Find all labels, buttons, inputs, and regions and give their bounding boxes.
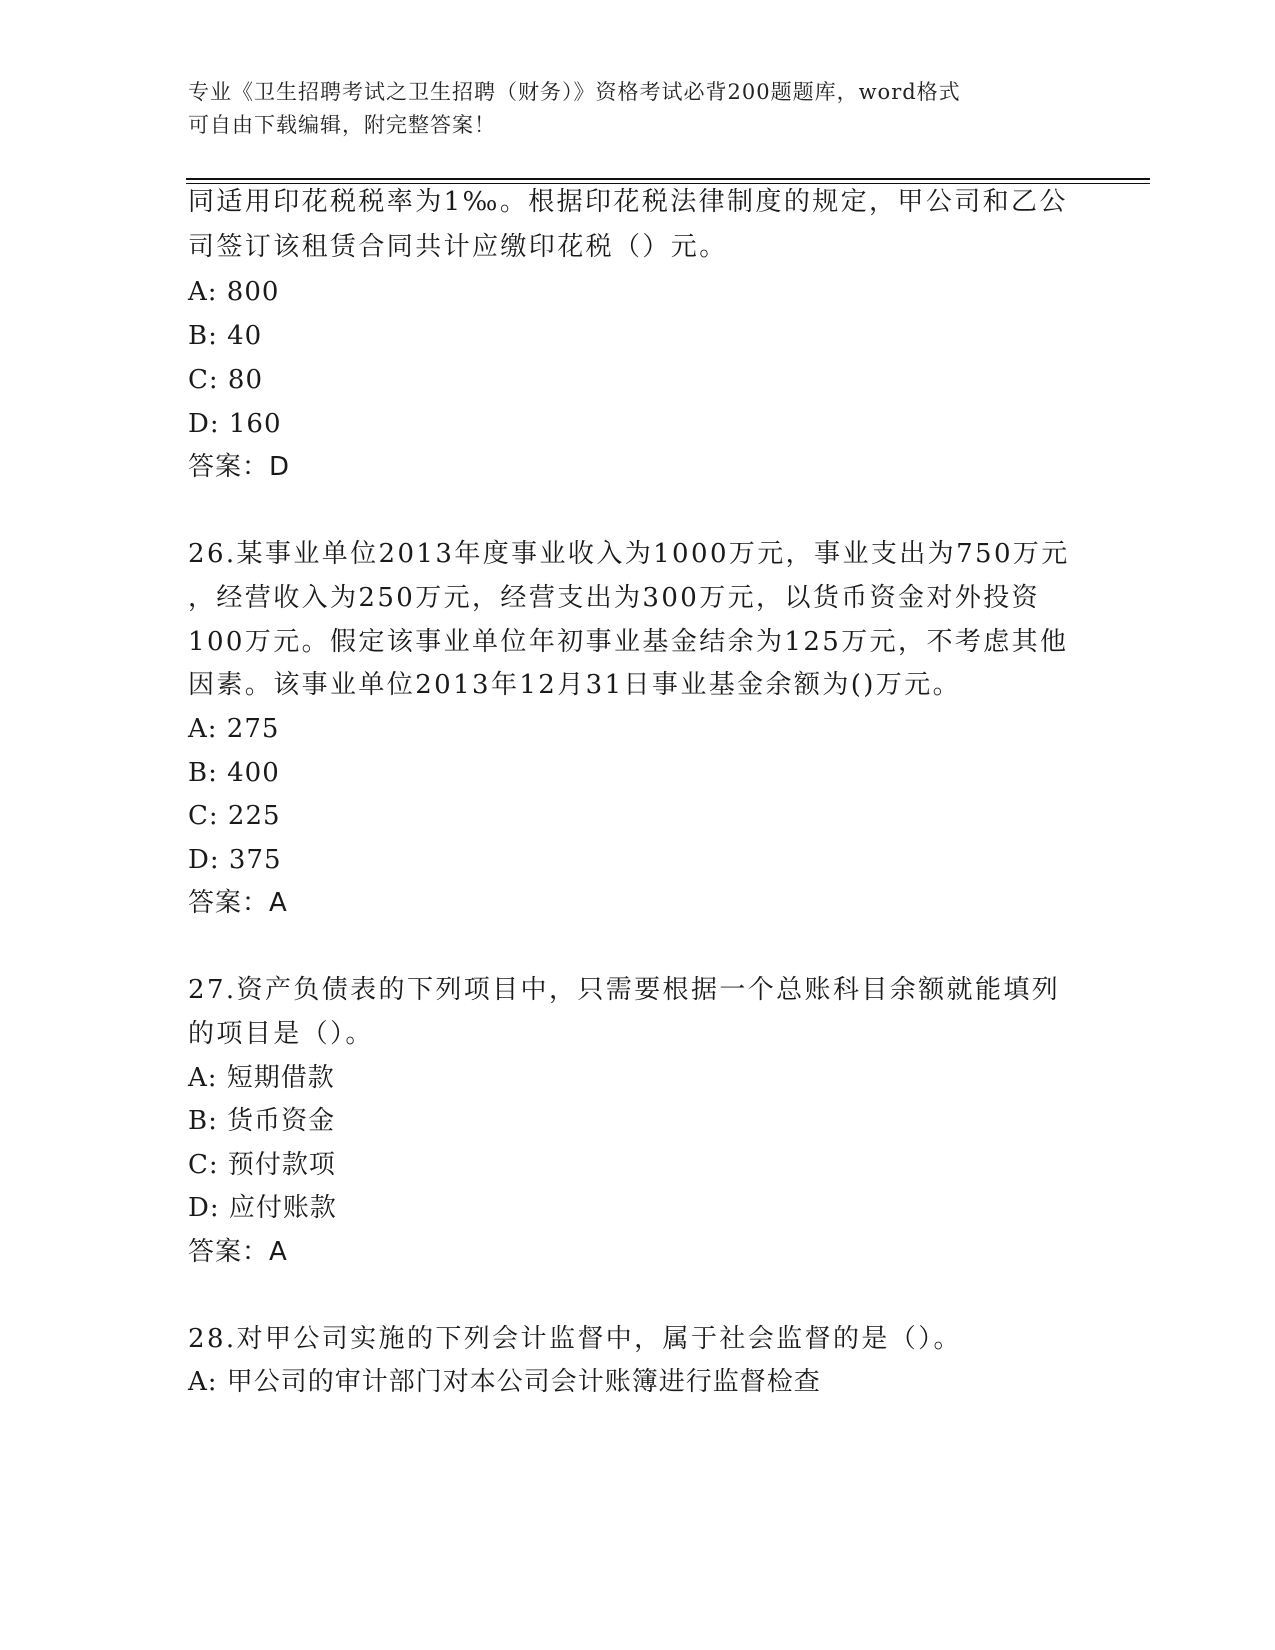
q26-option-b: B: 400 (188, 758, 280, 788)
q25-answer: 答案：D (188, 452, 291, 482)
header-divider-thin (186, 183, 1150, 184)
q27-option-c: C: 预付款项 (188, 1150, 336, 1180)
q26-option-c: C: 225 (188, 801, 281, 831)
q25-option-c: C: 80 (188, 365, 264, 395)
q27-answer: 答案：A (188, 1237, 288, 1267)
q25-option-a: A: 800 (188, 277, 280, 307)
q26-text-line-2: ，经营收入为250万元，经营支出为300万元，以货币资金对外投资 (188, 583, 1041, 613)
q26-text-line-1: 26.某事业单位2013年度事业收入为1000万元，事业支出为750万元 (188, 539, 1070, 569)
q26-text-line-3: 100万元。假定该事业单位年初事业基金结余为125万元，不考虑其他 (188, 627, 1069, 657)
q27-option-a: A: 短期借款 (188, 1063, 335, 1093)
q25-text-line-2: 司签订该租赁合同共计应缴印花税（）元。 (188, 232, 728, 262)
q25-option-d: D: 160 (188, 409, 282, 439)
document-header (188, 76, 1088, 142)
q26-answer: 答案：A (188, 888, 288, 918)
header-divider-thick (186, 178, 1150, 180)
q27-text-line-2: 的项目是（）。 (188, 1019, 374, 1049)
header-title-line-1: 专业《卫生招聘考试之卫生招聘（财务）》资格考试必背200题题库，word格式 (188, 80, 961, 104)
q27-option-b: B: 货币资金 (188, 1106, 336, 1136)
q25-option-b: B: 40 (188, 321, 263, 351)
q26-text-line-4: 因素。该事业单位2013年12月31日事业基金余额为()万元。 (188, 670, 962, 700)
q27-text-line-1: 27.资产负债表的下列项目中，只需要根据一个总账科目余额就能填列 (188, 975, 1061, 1005)
q27-option-d: D: 应付账款 (188, 1193, 337, 1223)
header-title-line-2: 可自由下载编辑，附完整答案！ (188, 113, 496, 137)
q28-text-line-1: 28.对甲公司实施的下列会计监督中，属于社会监督的是（）。 (188, 1324, 962, 1354)
q25-text-line-1: 同适用印花税税率为1‰。根据印花税法律制度的规定，甲公司和乙公 (188, 187, 1068, 217)
q26-option-a: A: 275 (188, 714, 280, 744)
q26-option-d: D: 375 (188, 845, 282, 875)
q28-option-a: A: 甲公司的审计部门对本公司会计账簿进行监督检查 (188, 1367, 821, 1397)
